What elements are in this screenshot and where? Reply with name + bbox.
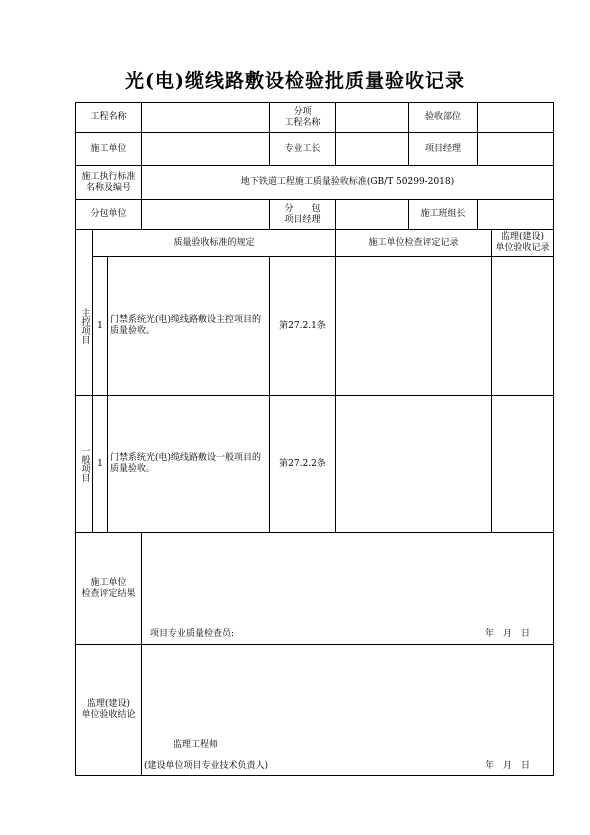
general-clause: 第27.2.2条 — [269, 395, 336, 533]
main-control-construction-record[interactable] — [335, 256, 492, 396]
general-construction-record[interactable] — [335, 395, 492, 533]
foreman-label: 专业工长 — [269, 132, 336, 166]
supervision-header: 监理(建设) 单位验收记录 — [491, 229, 554, 257]
project-name-value[interactable] — [141, 102, 270, 133]
team-leader-label: 施工班组长 — [408, 199, 478, 230]
subcontract-manager-value[interactable] — [335, 199, 409, 230]
general-supervision-record[interactable] — [491, 395, 554, 533]
supervision-date: 年 月 日 — [485, 761, 531, 771]
quality-inspector-label: 项目专业质量检查员: — [150, 629, 235, 639]
project-name-label: 工程名称 — [75, 102, 142, 133]
project-manager-value[interactable] — [477, 132, 554, 166]
accept-part-label: 验收部位 — [408, 102, 478, 133]
project-manager-label: 项目经理 — [408, 132, 478, 166]
page-title: 光(电)缆线路敷设检验批质量验收记录 — [125, 70, 465, 92]
supervising-engineer-label: 监理工程师 — [173, 740, 219, 750]
header-spacer — [75, 229, 93, 257]
accept-part-value[interactable] — [477, 102, 554, 133]
construction-check-header: 施工单位检查评定记录 — [335, 229, 492, 257]
subcontract-unit-label: 分包单位 — [75, 199, 142, 230]
construction-result-label: 施工单位 检查评定结果 — [75, 532, 142, 645]
construction-unit-label: 施工单位 — [75, 132, 142, 166]
owner-tech-lead-label: (建设单位项目专业技术负责人) — [144, 761, 269, 771]
general-index: 1 — [92, 395, 108, 533]
sub-project-label: 分项 工程名称 — [269, 102, 336, 133]
construction-date: 年 月 日 — [485, 629, 531, 639]
main-control-group-label: 主控项目 — [75, 256, 93, 396]
spec-header: 质量验收标准的规定 — [92, 229, 336, 257]
main-control-supervision-record[interactable] — [491, 256, 554, 396]
main-control-index: 1 — [92, 256, 108, 396]
subcontract-manager-label: 分 包 项目经理 — [269, 199, 336, 230]
sub-project-value[interactable] — [335, 102, 409, 133]
subcontract-unit-value[interactable] — [141, 199, 270, 230]
main-control-description: 门禁系统光(电)缆线路敷设主控项目的质量验收。 — [107, 256, 270, 396]
standard-value: 地下铁道工程施工质量验收标准(GB/T 50299-2018) — [141, 165, 554, 200]
supervision-conclusion-area[interactable] — [141, 644, 554, 776]
team-leader-value[interactable] — [477, 199, 554, 230]
foreman-value[interactable] — [335, 132, 409, 166]
standard-label: 施工执行标准 名称及编号 — [75, 165, 142, 200]
supervision-conclusion-label: 监理(建设) 单位验收结论 — [75, 644, 142, 776]
main-control-clause: 第27.2.1条 — [269, 256, 336, 396]
construction-unit-value[interactable] — [141, 132, 270, 166]
general-group-label: 一般项目 — [75, 395, 93, 533]
general-description: 门禁系统光(电)缆线路敷设一般项目的质量验收。 — [107, 395, 270, 533]
